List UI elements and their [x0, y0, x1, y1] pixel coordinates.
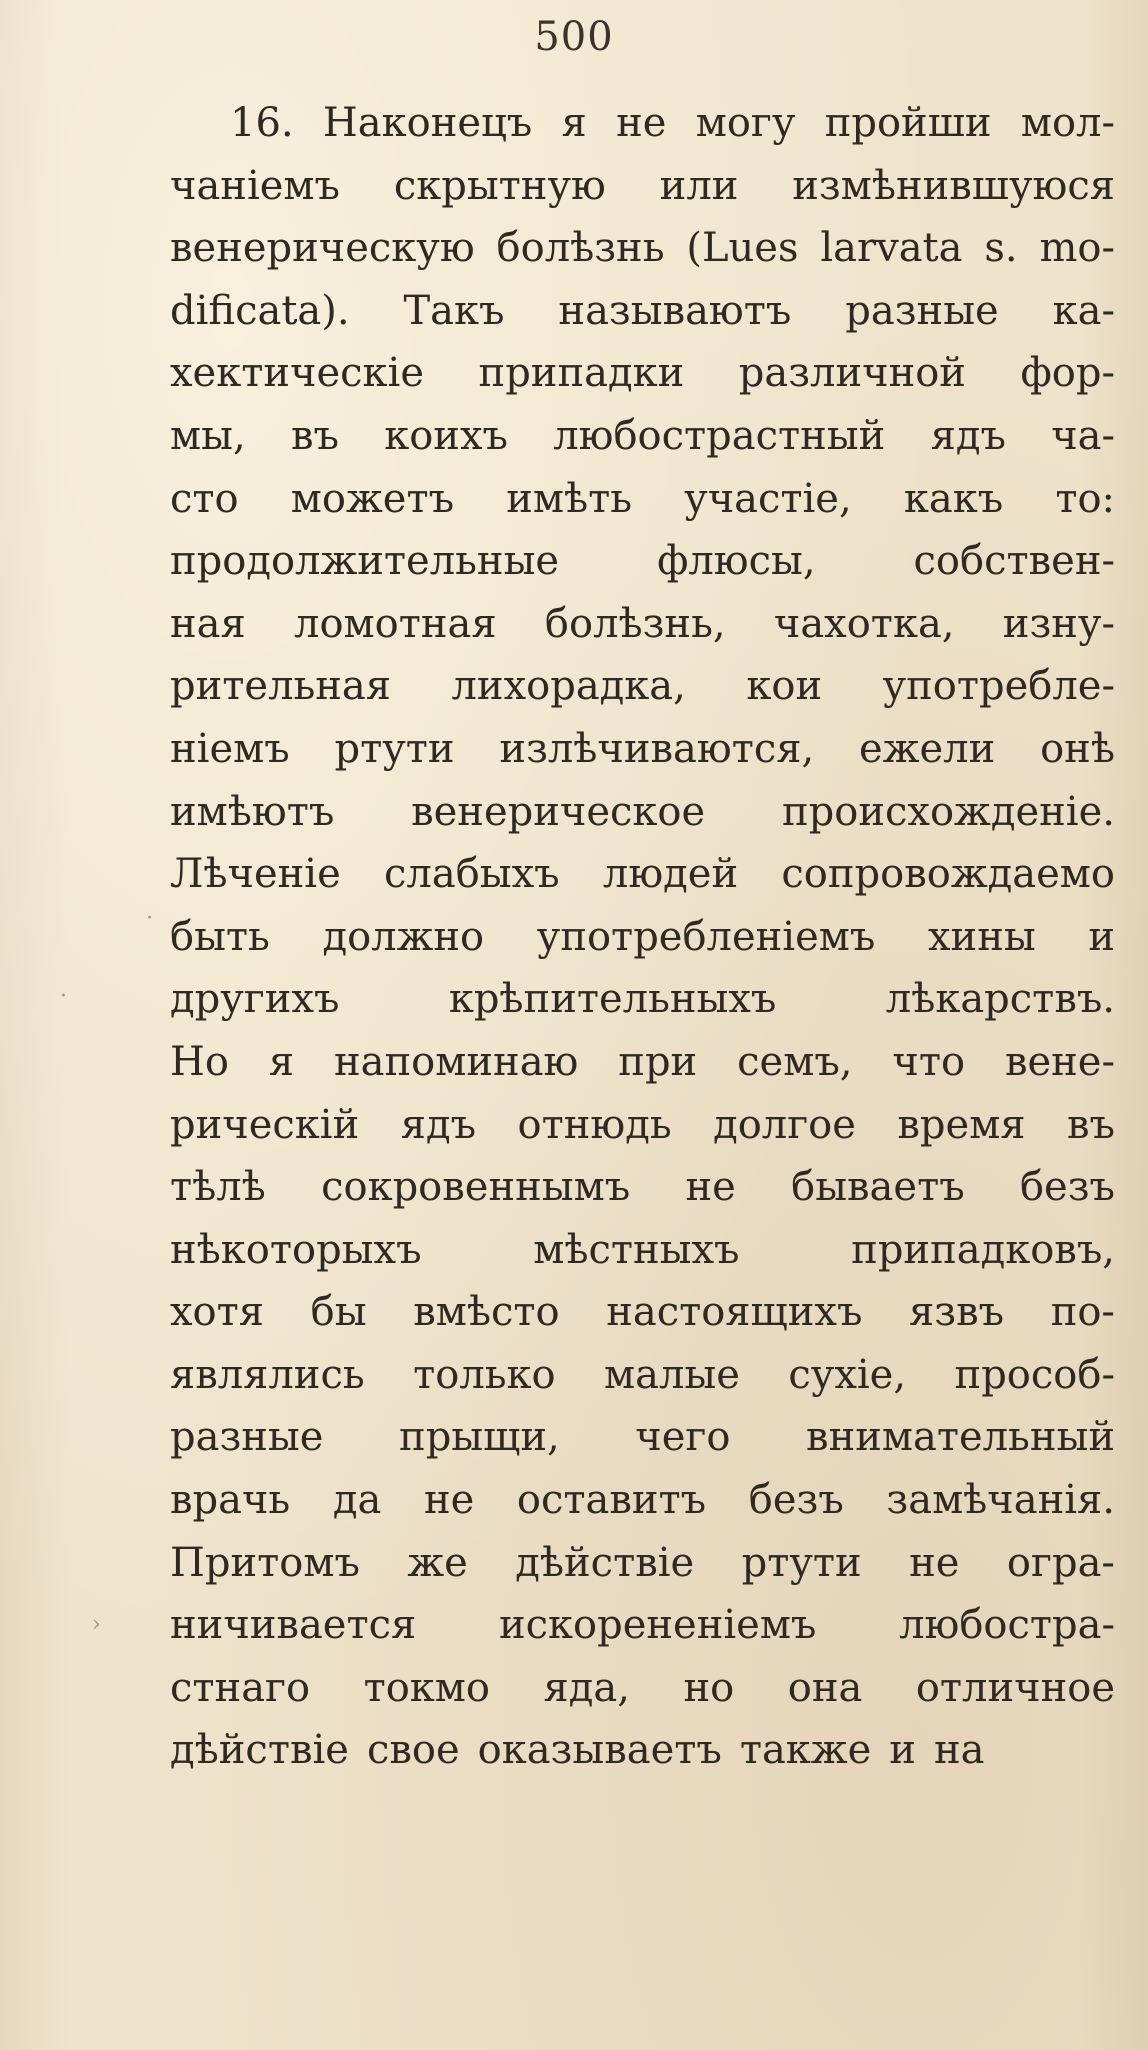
text-line: являлись только малые сухіе, прособ-: [170, 1351, 1115, 1398]
text-line: врачь да не оставитъ безъ замѣчанія.: [170, 1477, 1115, 1524]
text-line: нѣкоторыхъ мѣстныхъ припадковъ,: [170, 1226, 1115, 1273]
text-line: дѣйствіе свое оказываетъ также и на: [170, 1727, 985, 1774]
text-line: рительная лихорадка, кои употребле-: [170, 663, 1115, 710]
text-line: мы, въ коихъ любострастный ядъ ча-: [170, 412, 1115, 459]
text-line: сто можетъ имѣть участіе, какъ то:: [170, 475, 1115, 522]
text-line: тѣлѣ сокровеннымъ не бываетъ безъ: [170, 1164, 1115, 1211]
text-line: разные прыщи, чего внимательный: [170, 1414, 1115, 1461]
margin-speck: ·: [146, 906, 153, 931]
text-line: другихъ крѣпительныхъ лѣкарствъ.: [170, 976, 1115, 1023]
text-line: dificata). Такъ называютъ разные ка-: [170, 287, 1115, 334]
text-line: рическій ядъ отнюдь долгое время въ: [170, 1101, 1115, 1148]
text-line: хотя бы вмѣсто настоящихъ язвъ по-: [170, 1289, 1115, 1336]
paragraph: [170, 92, 1115, 1782]
text-line: Лѣченіе слабыхъ людей сопровождаемо: [170, 851, 1115, 898]
text-line: чаніемъ скрытную или измѣнившуюся: [170, 162, 1115, 209]
text-line: 16. Наконецъ я не могу пройши мол-: [230, 100, 1115, 146]
text-line: ничивается искорененіемъ любостра-: [170, 1602, 1115, 1649]
text-line: ніемъ ртути излѣчиваются, ежели онѣ: [170, 725, 1115, 772]
text-line: венерическую болѣзнь (Lues larvata s. mo-: [170, 225, 1115, 272]
text-line: Притомъ же дѣйствіе ртути не огра-: [170, 1539, 1115, 1586]
margin-speck: ›: [92, 1612, 101, 1637]
text-line: хектическіе припадки различной фор-: [170, 350, 1115, 397]
text-line: Но я напоминаю при семъ, что вене-: [170, 1038, 1115, 1085]
text-line: быть должно употребленіемъ хины и: [170, 913, 1115, 960]
margin-speck: ·: [60, 984, 67, 1009]
text-line: продолжительные флюсы, собствен-: [170, 538, 1115, 585]
page-number: 500: [534, 14, 614, 60]
text-line: ная ломотная болѣзнь, чахотка, изну-: [170, 600, 1115, 647]
text-line: имѣютъ венерическое происхожденіе.: [170, 788, 1115, 835]
text-line: стнаго токмо яда, но она отличное: [170, 1664, 1115, 1711]
